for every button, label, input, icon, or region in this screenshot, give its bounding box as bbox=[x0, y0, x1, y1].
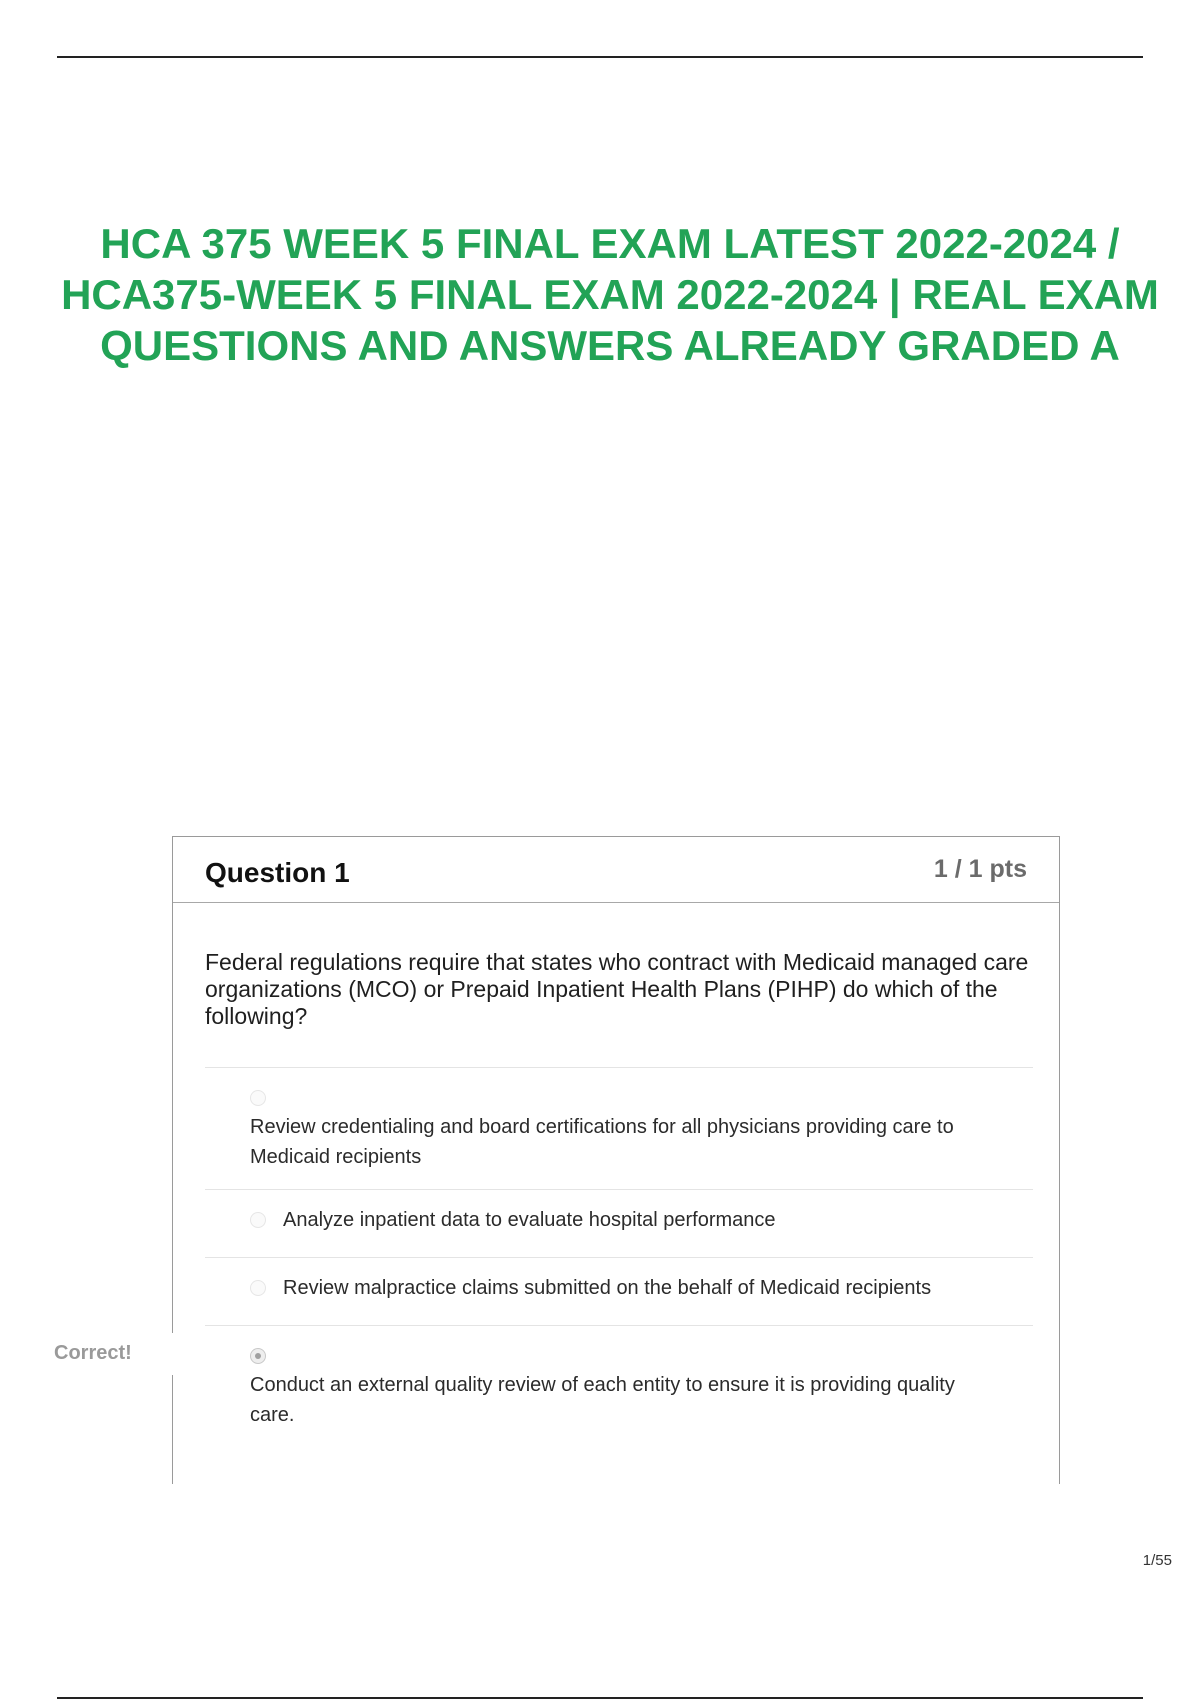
answer-option-4[interactable] bbox=[205, 1325, 1033, 1475]
question-text: Federal regulations require that states who contract with Medicaid managed care organizations (MCO) or Prepaid Inpatient Health Plans (PIHP) do which of the following? bbox=[205, 949, 1029, 1029]
answer-option-1[interactable] bbox=[205, 1067, 1033, 1189]
document-title: HCA 375 WEEK 5 FINAL EXAM LATEST 2022-2024 / HCA375-WEEK 5 FINAL EXAM 2022-2024 | REAL EXAM QUESTIONS AND ANSWERS ALREADY GRADED A bbox=[61, 220, 1159, 369]
question-header bbox=[173, 837, 1059, 903]
bottom-rule bbox=[57, 1697, 1143, 1699]
answer-option-2[interactable] bbox=[205, 1189, 1033, 1257]
page-number: 1/55 bbox=[1142, 1552, 1172, 1569]
question-title: Question 1 bbox=[205, 857, 350, 888]
card-border-gap bbox=[168, 1333, 176, 1375]
question-points: 1 / 1 pts bbox=[933, 855, 1027, 883]
answer-label: Review malpractice claims submitted on the behalf of Medicaid recipients bbox=[283, 1277, 932, 1299]
answer-list bbox=[205, 1067, 1033, 1475]
question-card bbox=[172, 836, 1060, 1484]
answer-label: Analyze inpatient data to evaluate hospital performance bbox=[283, 1209, 776, 1231]
correct-answer-tag: Correct! bbox=[54, 1342, 132, 1364]
radio-button[interactable] bbox=[250, 1090, 266, 1106]
answer-option-3[interactable] bbox=[205, 1257, 1033, 1325]
answer-label: Conduct an external quality review of each entity to ensure it is providing quality care. bbox=[250, 1374, 955, 1426]
radio-button[interactable] bbox=[250, 1212, 266, 1228]
answer-label: Review credentialing and board certifications for all physicians providing care to Medicaid recipients bbox=[250, 1116, 954, 1168]
radio-button-selected[interactable] bbox=[250, 1348, 266, 1364]
radio-button[interactable] bbox=[250, 1280, 266, 1296]
top-rule bbox=[57, 56, 1143, 58]
